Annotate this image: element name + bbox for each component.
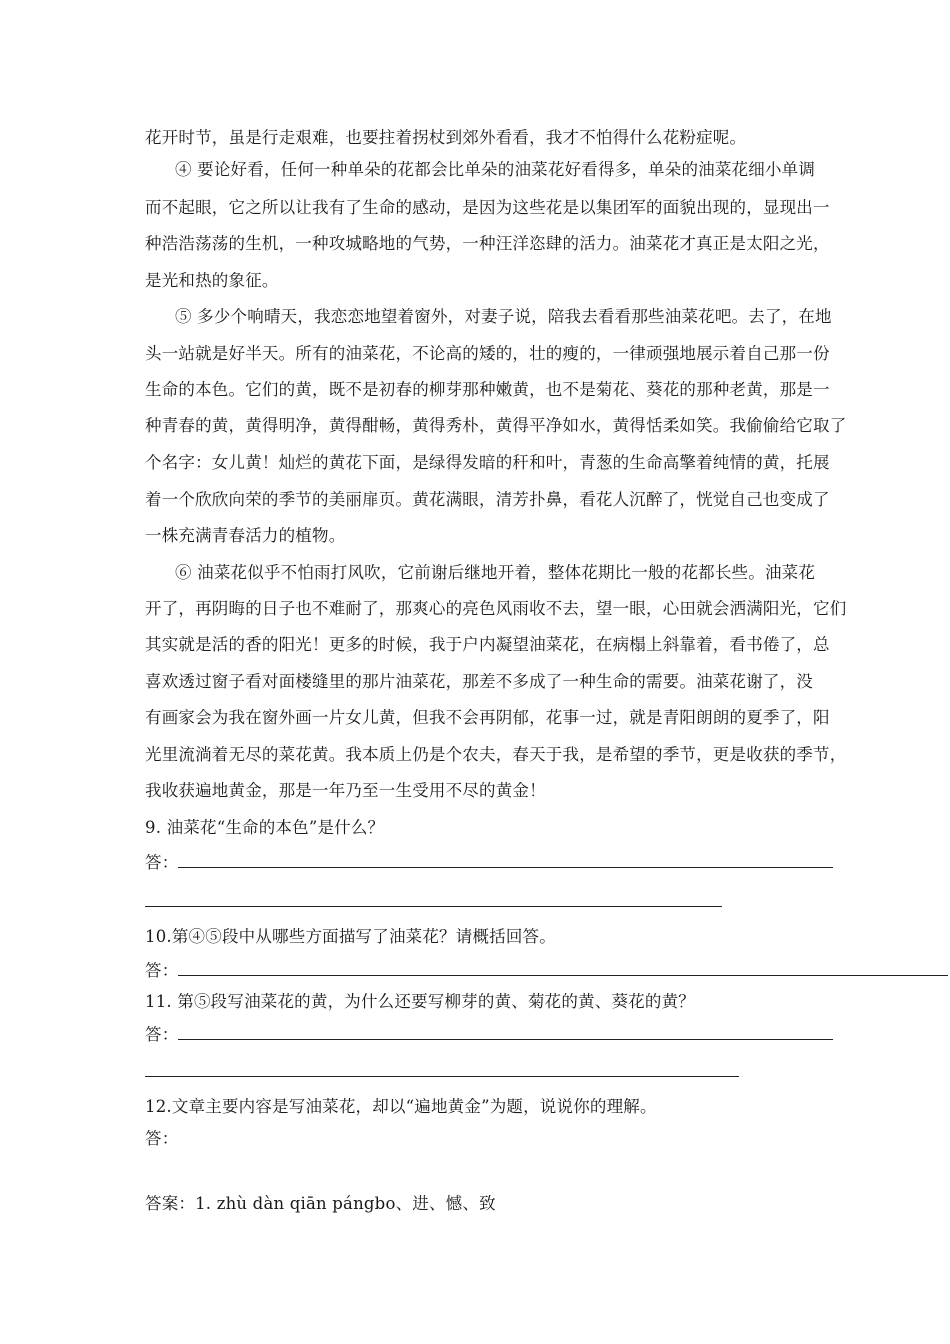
- paragraph-line: 种青春的黄，黄得明净，黄得酣畅，黄得秀朴，黄得平净如水，黄得恬柔如笑。我偷偷给它取了: [145, 416, 847, 435]
- answer-9-row: [145, 851, 833, 875]
- answer-9-blank[interactable]: [178, 851, 833, 868]
- paragraph-line: 生命的本色。它们的黄，既不是初春的柳芽那种嫩黄，也不是菊花、葵花的那种老黄，那是一: [145, 380, 830, 399]
- answer-12-label: 答：: [145, 1129, 179, 1148]
- paragraph-line: 头一站就是好半天。所有的油菜花，不论高的矮的，壮的瘦的，一律顽强地展示着自己那一份: [145, 344, 830, 363]
- paragraph-line: 一株充满青春活力的植物。: [145, 526, 346, 545]
- question-11: 11. 第⑤段写油菜花的黄，为什么还要写柳芽的黄、菊花的黄、葵花的黄？: [145, 992, 695, 1011]
- answer-9-blank-2[interactable]: [145, 906, 722, 907]
- answer-11-blank-2[interactable]: [145, 1076, 739, 1077]
- answer-label: 答：: [145, 1025, 179, 1044]
- paragraph-line: 光里流淌着无尽的菜花黄。我本质上仍是个农夫，春天于我，是希望的季节，更是收获的季节，: [145, 745, 847, 764]
- answer-key: 答案：1. zhù dàn qiān pángbo、进、憾、致: [145, 1194, 496, 1213]
- paragraph-line: 我收获遍地黄金，那是一年乃至一生受用不尽的黄金！: [145, 781, 546, 800]
- paragraph-line: 而不起眼，它之所以让我有了生命的感动，是因为这些花是以集团军的面貌出现的，显现出一: [145, 198, 830, 217]
- paragraph-line: 有画家会为我在窗外画一片女儿黄，但我不会再阴郁，花事一过，就是青阳朗朗的夏季了，阳: [145, 708, 830, 727]
- answer-label: 答：: [145, 853, 179, 872]
- answer-label: 答：: [145, 961, 179, 980]
- answer-11-blank[interactable]: [178, 1023, 833, 1040]
- paragraph-6-start: ⑥ 油菜花似乎不怕雨打风吹，它前谢后继地开着，整体花期比一般的花都长些。油菜花: [175, 563, 816, 582]
- paragraph-line: 个名字：女儿黄！灿烂的黄花下面，是绿得发暗的秆和叶，青葱的生命高擎着纯情的黄，托展: [145, 453, 830, 472]
- paragraph-line: 喜欢透过窗子看对面楼缝里的那片油菜花，那差不多成了一种生命的需要。油菜花谢了，没: [145, 672, 813, 691]
- question-10: 10.第④⑤段中从哪些方面描写了油菜花？请概括回答。: [145, 927, 556, 946]
- answer-10-row: [145, 959, 948, 983]
- paragraph-line: 着一个欣欣向荣的季节的美丽扉页。黄花满眼，清芳扑鼻，看花人沉醉了，恍觉自己也变成了: [145, 490, 830, 509]
- paragraph-line: 种浩浩荡荡的生机，一种攻城略地的气势，一种汪洋恣肆的活力。油菜花才真正是太阳之光，: [145, 234, 830, 253]
- paragraph-5-start: ⑤ 多少个响晴天，我恋恋地望着窗外，对妻子说，陪我去看看那些油菜花吧。去了，在地: [175, 307, 832, 326]
- answer-11-row: [145, 1023, 833, 1047]
- paragraph-line: 开了，再阴晦的日子也不难耐了，那爽心的亮色风雨收不去，望一眼，心田就会洒满阳光，它们: [145, 599, 847, 618]
- paragraph-line: 其实就是活的香的阳光！更多的时候，我于户内凝望油菜花，在病榻上斜靠着，看书倦了，总: [145, 635, 830, 654]
- answer-10-blank[interactable]: [178, 959, 948, 976]
- question-9: 9. 油菜花“生命的本色”是什么？: [145, 818, 385, 837]
- paragraph-4-start: ④ 要论好看，任何一种单朵的花都会比单朵的油菜花好看得多，单朵的油菜花细小单调: [175, 160, 816, 179]
- paragraph-line: 花开时节，虽是行走艰难，也要拄着拐杖到郊外看看，我才不怕得什么花粉症呢。: [145, 128, 747, 147]
- paragraph-line: 是光和热的象征。: [145, 271, 279, 290]
- question-12: 12.文章主要内容是写油菜花，却以“遍地黄金”为题，说说你的理解。: [145, 1097, 657, 1116]
